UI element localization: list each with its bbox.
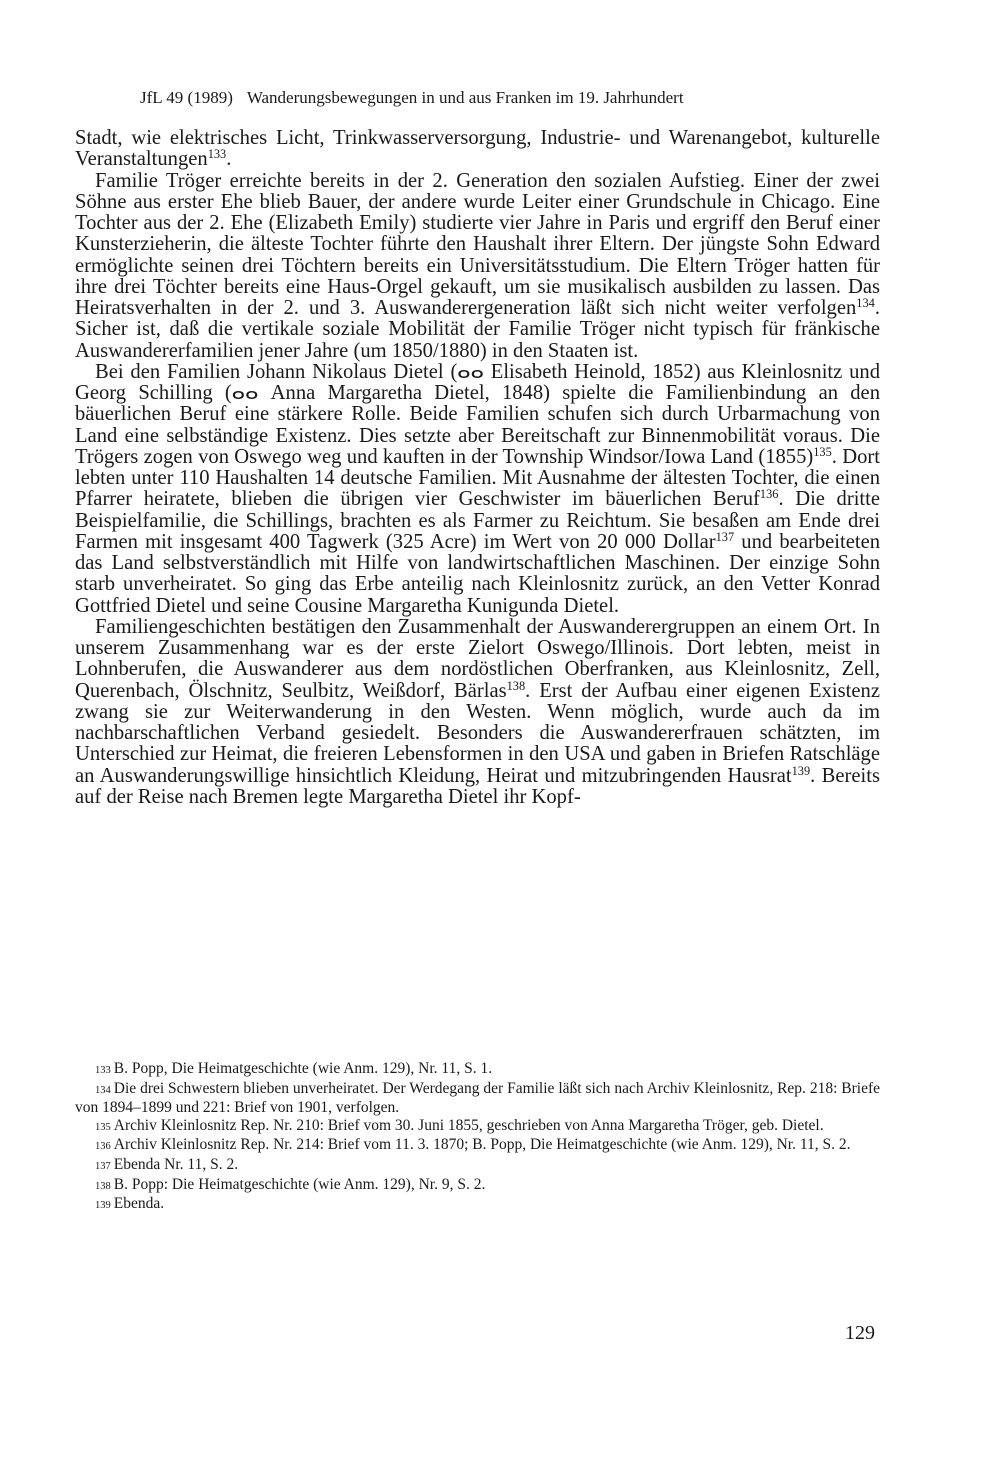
footnote-ref: 137 <box>715 529 735 544</box>
footnote <box>75 1136 880 1156</box>
paragraph-text: . Erst der Aufbau einer eigenen Existenz zwang sie zur Weiterwanderung in den Westen. Wenn möglich, wurde auch da im nachbarschaftlichen Verband gesiedelt. Besonders die Auswandererfrauen schätzten, im Unterschied zur Heimat, die freieren Lebensformen in den USA und gaben in Briefen Ratschläge an Auswanderungswillige hinsichtlich Kleidung, Heirat und mitzubringenden Hausrat <box>75 679 880 787</box>
footnote-ref: 136 <box>759 487 779 502</box>
footnote <box>75 1195 880 1215</box>
paragraph-text: Stadt, wie elektrisches Licht, Trinkwasserversorgung, Industrie- und Warenangebot, kulturelle Veranstaltungen <box>75 127 880 171</box>
paragraph-text: und bearbeiteten das Land selbstverständlich mit Hilfe von landwirtschaftlichen Maschinen. Der einzige Sohn starb unverheiratet. So ging das Erbe anteilig nach Kleinlosnitz zurück, an den Vetter Konrad Gottfried Dietel und seine Cousine Margaretha Kunigunda Dietel. <box>75 530 881 617</box>
footnote-text: Die drei Schwestern blieben unverheiratet. Der Werdegang der Familie läßt sich nach Archiv Kleinlosnitz, Rep. 218: Briefe von 1894–1899 und 221: Brief von 1901, verfolgen. <box>75 1079 880 1117</box>
page-number: 129 <box>845 1322 875 1344</box>
footnote <box>75 1117 880 1137</box>
footnote <box>75 1176 880 1196</box>
footnote-number: 138 <box>95 1180 111 1192</box>
journal-citation: JfL 49 (1989) <box>140 88 233 107</box>
footnote-number: 139 <box>95 1200 111 1212</box>
footnote-number: 136 <box>95 1141 111 1153</box>
footnote-number: 133 <box>95 1065 111 1076</box>
paragraph-text: . Sicher ist, daß die vertikale soziale Mobilität der Familie Tröger nicht typisch für fränkische Auswandererfamilien jener Jahre (um 1850/1880) in den Staaten ist. <box>75 297 880 362</box>
paragraph-text: . Die dritte Beispielfamilie, die Schillings, brachten es als Farmer zu Reichtum. Sie besaßen am Ende drei Farmen mit insgesamt 400 Tagwerk (325 Acre) im Wert von 20 000 Dollar <box>75 488 881 553</box>
paragraph-text: . <box>226 148 232 171</box>
footnote <box>75 1060 880 1080</box>
paragraph <box>75 128 880 171</box>
footnote-number: 134 <box>95 1084 111 1096</box>
footnote-ref: 138 <box>506 678 526 693</box>
footnote-ref: 133 <box>207 147 227 162</box>
footnotes <box>75 1060 880 1215</box>
paragraph-text: . Dort lebten unter 110 Haushalten 14 deutsche Familien. Mit Ausnahme der ältesten Tochter, die einen Pfarrer heiratete, blieben die übrigen vier Geschwister im bäuerlichen Beruf <box>75 445 880 511</box>
footnote-text: Archiv Kleinlosnitz Rep. Nr. 210: Brief vom 30. Juni 1855, geschrieben von Anna Margaretha Tröger, geb. Dietel. <box>113 1116 824 1134</box>
footnote <box>75 1080 880 1117</box>
footnote-text: Ebenda. <box>113 1195 165 1213</box>
footnote-text: B. Popp, Die Heimatgeschichte (wie Anm. 129), Nr. 11, S. 1. <box>113 1060 493 1077</box>
footnote-text: Ebenda Nr. 11, S. 2. <box>113 1155 239 1173</box>
body-text <box>75 128 880 808</box>
paragraph-text: Familiengeschichten bestätigen den Zusammenhalt der Auswanderergruppen an einem Ort. In unserem Zusammenhang war es der erste Zielort Oswego/Illinois. Dort lebten, meist in Lohnberufen, die Auswanderer aus dem nordöstlichen Oberfranken, aus Kleinlosnitz, Zell, Querenbach, Ölschnitz, Seulbitz, Weißdorf, Bärlas <box>75 615 880 702</box>
paragraph-text: . Bereits auf der Reise nach Bremen legte Margaretha Dietel ihr Kopf- <box>75 764 880 808</box>
paragraph-text: Familie Tröger erreichte bereits in der 2. Generation den sozialen Aufstieg. Einer der zwei Söhne aus erster Ehe blieb Bauer, der andere wurde Leiter einer Grundschule in Chicago. Eine Tochter aus der 2. Ehe (Elizabeth Emily) studierte vier Jahre in Paris und ergriff den Beruf einer Kunsterzieherin, die älteste Tochter führte den Haushalt ihrer Eltern. Der jüngste Sohn Edward ermöglichte seinen drei Töchtern bereits ein Universitätsstudium. Die Eltern Tröger hatten für ihre drei Töchter bereits eine Haus-Orgel gekauft, um sie musikalisch ausbilden zu lassen. Das Heiratsverhalten in der 2. und 3. Auswanderergeneration läßt sich nicht weiter verfolgen <box>75 169 880 319</box>
footnote-number: 135 <box>95 1121 111 1133</box>
paragraph <box>75 617 880 808</box>
footnote-ref: 139 <box>791 763 811 778</box>
footnote-text: Archiv Kleinlosnitz Rep. Nr. 214: Brief vom 11. 3. 1870; B. Popp, Die Heimatgeschichte (wie Anm. 129), Nr. 11, S. 2. <box>113 1136 851 1154</box>
footnote-text: B. Popp: Die Heimatgeschichte (wie Anm. 129), Nr. 9, S. 2. <box>113 1175 486 1193</box>
footnote-number: 137 <box>95 1160 111 1172</box>
footnote <box>75 1156 880 1176</box>
running-head <box>140 88 684 108</box>
paragraph-text: Bei den Familien Johann Nikolaus Dietel (ⴰⴰ Elisabeth Heinold, 1852) aus Kleinlosnitz und Georg Schilling (ⴰⴰ Anna Margaretha Dietel, 1848) spielte die Familienbindung an den bäuerlichen Beruf eine stärkere Rolle. Beide Familien schufen sich durch Urbarmachung von Land eine selbständige Existenz. Dies setzte aber Bereitschaft zur Binnenmobilität voraus. Die Trögers zogen von Oswego weg und kauften in der Township Windsor/Iowa Land (1855) <box>75 360 880 468</box>
footnote-ref: 135 <box>813 444 832 459</box>
paragraph <box>75 362 880 617</box>
paragraph <box>75 171 880 362</box>
running-title: Wanderungsbewegungen in und aus Franken im 19. Jahrhundert <box>246 88 684 107</box>
footnote-ref: 134 <box>856 296 875 311</box>
